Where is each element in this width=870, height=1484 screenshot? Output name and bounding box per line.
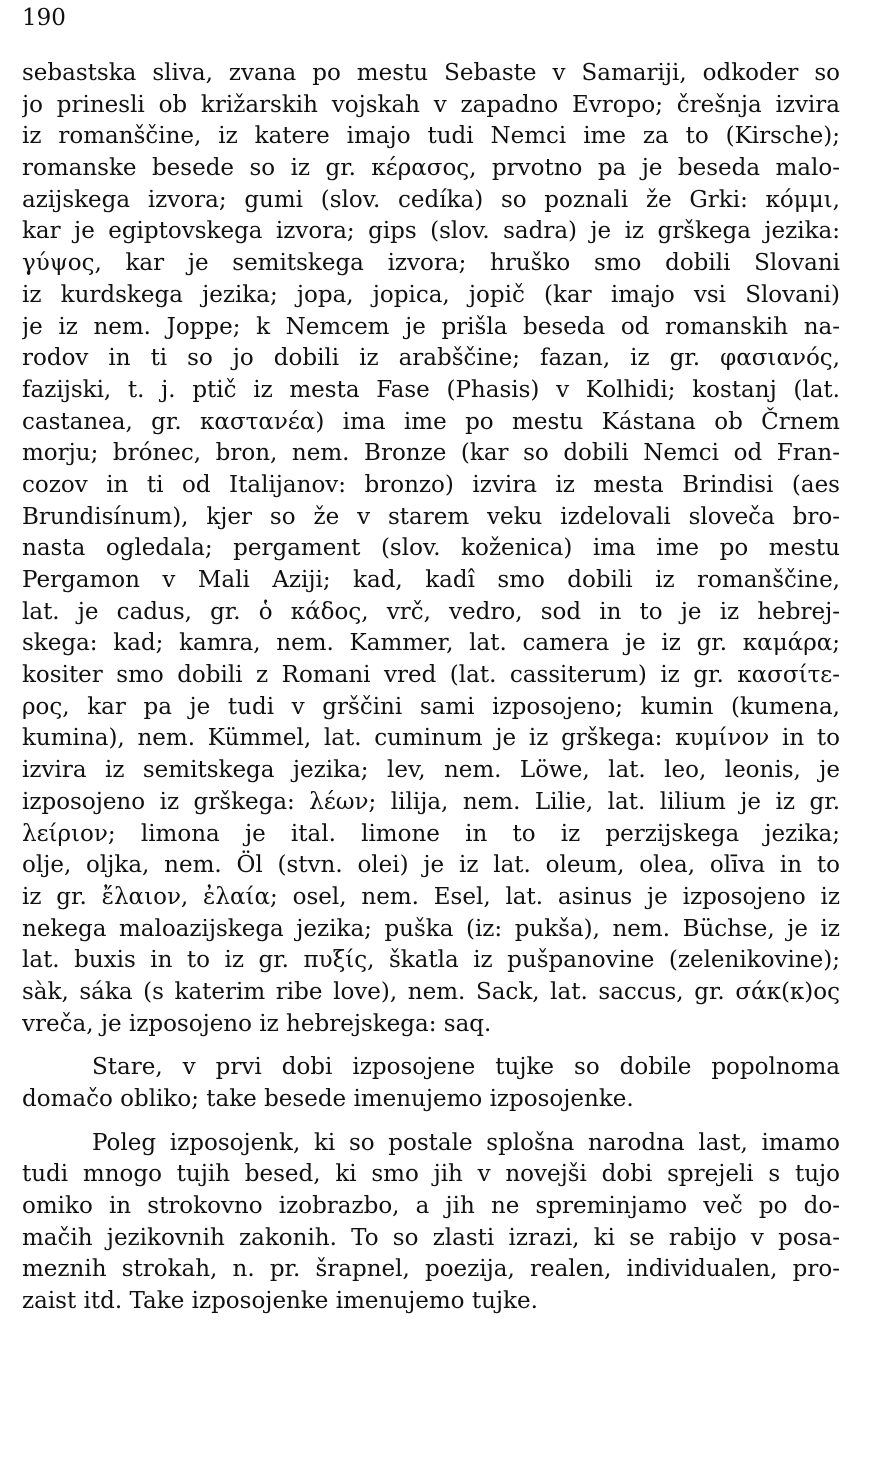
text-line: zaist itd. Take izposojenke imenujemo tujke. <box>22 1288 538 1315</box>
text-line: sebastska sliva, zvana po mestu Sebaste v Samariji, odkoder so <box>22 60 840 86</box>
paragraph-3 <box>22 1128 840 1318</box>
text-line: romanske besede so iz gr. κέρασος, prvotno pa je beseda malo- <box>22 155 840 182</box>
page-number: 190 <box>22 5 66 31</box>
text-line: omiko in strokovno izobrazbo, a jih ne spreminjamo več po do- <box>22 1193 840 1220</box>
text-line: lat. je cadus, gr. ὁ κάδος, vrč, vedro, sod in to je iz hebrej- <box>22 598 840 625</box>
text-line: olje, oljka, nem. Öl (stvn. olei) je iz lat. oleum, olea, olīva in to <box>22 852 840 879</box>
text-line: sàk, sáka (s katerim ribe love), nem. Sack, lat. saccus, gr. σάκ(κ)ος <box>22 978 840 1005</box>
page-body <box>22 58 840 1318</box>
text-line: iz romanščine, iz katere imajo tudi Nemci ime za to (Kirsche); <box>22 123 840 150</box>
text-line: jo prinesli ob križarskih vojskah v zapadno Evropo; črešnja izvira <box>22 91 840 118</box>
text-line: vreča, je izposojeno iz hebrejskega: saq. <box>22 1010 492 1037</box>
text-line: castanea, gr. καστανέα) ima ime po mestu Kástana ob Črnem <box>22 408 840 435</box>
text-line: izposojeno iz grškega: λέων; lilija, nem. Lilie, lat. lilium je iz gr. <box>22 788 840 815</box>
text-line: iz gr. ἔλαιον, ἐλαία; osel, nem. Esel, lat. asinus je izposojeno iz <box>22 883 840 910</box>
text-line: skega: kad; kamra, nem. Kammer, lat. camera je iz gr. καμάρα; <box>22 630 840 657</box>
text-line: ρος, kar pa je tudi v grščini sami izposojeno; kumin (kumena, <box>22 693 840 720</box>
text-line: cozov in ti od Italijanov: bronzo) izvira iz mesta Brindisi (aes <box>22 471 840 498</box>
text-line: domačo obliko; take besede imenujemo izposojenke. <box>22 1086 634 1112</box>
text-line: tudi mnogo tujih besed, ki smo jih v novejši dobi sprejeli s tujo <box>22 1161 840 1188</box>
text-line: λείριον; limona je ital. limone in to iz perzijskega jezika; <box>22 820 840 847</box>
paragraph-2 <box>22 1052 840 1115</box>
text-line: iz kurdskega jezika; jopa, jopica, jopič (kar imajo vsi Slovani) <box>22 281 840 308</box>
text-line: meznih strokah, n. pr. šrapnel, poezija, realen, individualen, pro- <box>22 1256 840 1283</box>
text-line: Poleg izposojenk, ki so postale splošna narodna last, imamo <box>92 1129 840 1156</box>
text-line: kar je egiptovskega izvora; gips (slov. sadra) je iz grškega jezika: <box>22 218 840 245</box>
text-line: azijskega izvora; gumi (slov. cedíka) so poznali že Grki: κόμμι, <box>22 186 840 213</box>
text-line: fazijski, t. j. ptič iz mesta Fase (Phasis) v Kolhidi; kostanj (lat. <box>22 376 840 403</box>
text-line: Pergamon v Mali Aziji; kad, kadî smo dobili iz romanščine, <box>22 567 840 593</box>
text-line: kositer smo dobili z Romani vred (lat. cassiterum) iz gr. κασσίτε- <box>22 662 840 689</box>
text-line: γύψος, kar je semitskega izvora; hruško smo dobili Slovani <box>22 250 840 277</box>
text-line: kumina), nem. Kümmel, lat. cuminum je iz grškega: κυμίνον in to <box>22 725 840 752</box>
text-line: izvira iz semitskega jezika; lev, nem. Löwe, lat. leo, leonis, je <box>22 757 840 784</box>
text-line: morju; brónec, bron, nem. Bronze (kar so dobili Nemci od Fran- <box>22 440 840 467</box>
text-line: lat. buxis in to iz gr. πυξίς, škatla iz pušpanovine (zelenikovine); <box>22 947 840 974</box>
paragraph-1 <box>22 58 840 1040</box>
text-line: Brundisínum), kjer so že v starem veku izdelovali sloveča bro- <box>22 503 840 530</box>
text-line: nasta ogledala; pergament (slov. koženica) ima ime po mestu <box>22 535 840 562</box>
text-line: Stare, v prvi dobi izposojene tujke so dobile popolnoma <box>92 1054 840 1081</box>
text-line: nekega maloazijskega jezika; puška (iz: pukša), nem. Büchse, je iz <box>22 915 840 942</box>
text-line: rodov in ti so jo dobili iz arabščine; fazan, iz gr. φασιανός, <box>22 345 840 372</box>
text-line: je iz nem. Joppe; k Nemcem je prišla beseda od romanskih na- <box>22 313 840 340</box>
text-line: mačih jezikovnih zakonih. To so zlasti izrazi, ki se rabijo v posa- <box>22 1224 840 1251</box>
